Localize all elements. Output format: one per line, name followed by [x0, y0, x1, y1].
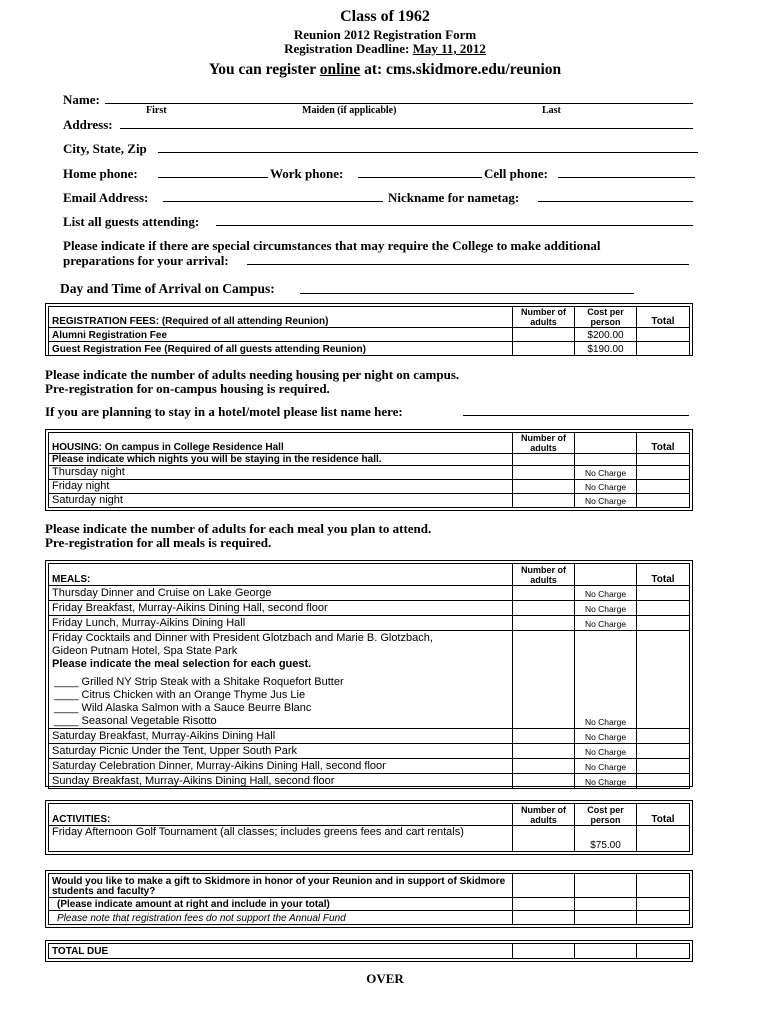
guest-fee-number-cell[interactable]: [513, 342, 575, 356]
thursday-dinner-cost: No Charge: [575, 586, 637, 601]
friday-dinner-cell: [49, 631, 513, 729]
sunday-breakfast-number-cell[interactable]: [513, 774, 575, 789]
registration-header: REGISTRATION FEES: (Required of all attending Reunion): [49, 307, 513, 328]
saturday-picnic-total-cell[interactable]: [637, 744, 690, 759]
register-online-line: [0, 61, 770, 79]
registration-fees-table: [45, 303, 693, 356]
total-due-amount-cell[interactable]: [637, 944, 690, 959]
golf-tournament-total-cell[interactable]: [637, 826, 690, 852]
friday-night-number-cell[interactable]: [513, 480, 575, 494]
address-field[interactable]: [120, 128, 693, 129]
saturday-picnic-cost: No Charge: [575, 744, 637, 759]
registration-total-col: Total: [637, 307, 690, 328]
register-prefix: You can register: [208, 61, 316, 78]
guest-fee-cost: $190.00: [575, 342, 637, 356]
housing-cost-col: [575, 433, 637, 454]
thursday-dinner-total-cell[interactable]: [637, 586, 690, 601]
friday-night-total-cell[interactable]: [637, 480, 690, 494]
arrival-field[interactable]: [300, 293, 634, 294]
gift-note-cost: [575, 911, 637, 925]
housing-note: Please indicate which nights you will be staying in the residence hall.: [49, 454, 513, 466]
gift-instruction-total: [637, 897, 690, 911]
hotel-field[interactable]: [463, 415, 689, 416]
last-sublabel: Last: [542, 105, 561, 116]
registration-deadline: [0, 41, 770, 57]
work-phone-label: Work phone:: [270, 166, 344, 181]
saturday-night-total-cell[interactable]: [637, 494, 690, 508]
dinner-option-salmon[interactable]: ____ Wild Alaska Salmon with a Sauce Beurre Blanc: [54, 702, 312, 714]
friday-dinner-line2: Gideon Putnam Hotel, Spa State Park: [52, 645, 238, 657]
friday-lunch-total-cell[interactable]: [637, 616, 690, 631]
friday-lunch-cost: No Charge: [575, 616, 637, 631]
gift-note-number: [513, 911, 575, 925]
meals-cost-col: [575, 564, 637, 586]
alumni-fee-label: Alumni Registration Fee: [49, 328, 513, 342]
hotel-label: If you are planning to stay in a hotel/motel please list name here:: [45, 404, 403, 419]
gift-cost-cell: [575, 874, 637, 898]
thursday-dinner-label: Thursday Dinner and Cruise on Lake George: [49, 586, 513, 601]
friday-breakfast-total-cell[interactable]: [637, 601, 690, 616]
thursday-night-total-cell[interactable]: [637, 466, 690, 480]
saturday-night-label: Saturday night: [49, 494, 513, 508]
meals-table: [45, 560, 693, 787]
housing-total-col: Total: [637, 433, 690, 454]
thursday-night-label: Thursday night: [49, 466, 513, 480]
housing-note-total: [637, 454, 690, 466]
total-due-label: TOTAL DUE: [49, 944, 513, 959]
saturday-dinner-cost: No Charge: [575, 759, 637, 774]
sunday-breakfast-total-cell[interactable]: [637, 774, 690, 789]
saturday-night-number-cell[interactable]: [513, 494, 575, 508]
total-due-table: [45, 940, 693, 962]
saturday-dinner-label: Saturday Celebration Dinner, Murray-Aikins Dining Hall, second floor: [49, 759, 513, 774]
email-field[interactable]: [163, 201, 383, 202]
special-circumstances-line1: Please indicate if there are special circumstances that may require the College to make additional: [63, 238, 601, 253]
activities-number-col: Number of adults: [513, 804, 575, 826]
golf-tournament-cost: $75.00: [575, 826, 637, 852]
meals-total-col: Total: [637, 564, 690, 586]
activities-header: ACTIVITIES:: [49, 804, 513, 826]
friday-lunch-label: Friday Lunch, Murray-Aikins Dining Hall: [49, 616, 513, 631]
housing-number-col: Number of adults: [513, 433, 575, 454]
arrival-label: Day and Time of Arrival on Campus:: [60, 281, 275, 296]
housing-instruction-line2: Pre-registration for on-campus housing is required.: [45, 381, 330, 396]
saturday-breakfast-cost: No Charge: [575, 729, 637, 744]
city-state-zip-label: City, State, Zip: [63, 141, 147, 156]
city-state-zip-field[interactable]: [158, 152, 698, 153]
nickname-label: Nickname for nametag:: [388, 190, 520, 205]
activities-cost-col: Cost per person: [575, 804, 637, 826]
thursday-dinner-number-cell[interactable]: [513, 586, 575, 601]
meals-instruction-line1: Please indicate the number of adults for each meal you plan to attend.: [45, 521, 432, 536]
thursday-night-number-cell[interactable]: [513, 466, 575, 480]
saturday-picnic-label: Saturday Picnic Under the Tent, Upper South Park: [49, 744, 513, 759]
saturday-dinner-number-cell[interactable]: [513, 759, 575, 774]
register-url[interactable]: at: cms.skidmore.edu/reunion: [364, 61, 562, 78]
housing-instruction-line1: Please indicate the number of adults needing housing per night on campus.: [45, 367, 460, 382]
guest-fee-label: Guest Registration Fee (Required of all guests attending Reunion): [49, 342, 513, 356]
friday-night-cost: No Charge: [575, 480, 637, 494]
deadline-date: May 11, 2012: [412, 41, 486, 56]
gift-instruction-number: [513, 897, 575, 911]
class-title: Class of 1962: [340, 8, 430, 25]
golf-tournament-label: Friday Afternoon Golf Tournament (all classes; includes greens fees and cart rentals): [49, 826, 513, 852]
name-field[interactable]: [105, 103, 693, 104]
meals-instruction-line2: Pre-registration for all meals is required.: [45, 535, 272, 550]
thursday-night-cost: No Charge: [575, 466, 637, 480]
friday-breakfast-label: Friday Breakfast, Murray-Aikins Dining Hall, second floor: [49, 601, 513, 616]
friday-dinner-number-cell[interactable]: [513, 631, 575, 729]
activities-total-col: Total: [637, 804, 690, 826]
address-label: Address:: [63, 117, 113, 132]
alumni-fee-total-cell[interactable]: [637, 328, 690, 342]
alumni-fee-cost: $200.00: [575, 328, 637, 342]
dinner-option-risotto[interactable]: ____ Seasonal Vegetable Risotto: [54, 715, 217, 727]
gift-note: Please note that registration fees do not support the Annual Fund: [49, 911, 513, 925]
saturday-breakfast-number-cell[interactable]: [513, 729, 575, 744]
gift-table: [45, 870, 693, 928]
meals-number-col: Number of adults: [513, 564, 575, 586]
registration-cost-col: Cost per person: [575, 307, 637, 328]
guest-fee-total-cell[interactable]: [637, 342, 690, 356]
housing-table: [45, 429, 693, 511]
dinner-option-chicken[interactable]: ____ Citrus Chicken with an Orange Thyme Jus Lie: [54, 689, 306, 701]
sunday-breakfast-label: Sunday Breakfast, Murray-Aikins Dining Hall, second floor: [49, 774, 513, 789]
saturday-dinner-total-cell[interactable]: [637, 759, 690, 774]
cell-phone-field[interactable]: [558, 177, 695, 178]
gift-instruction: (Please indicate amount at right and include in your total): [49, 897, 513, 911]
friday-lunch-number-cell[interactable]: [513, 616, 575, 631]
friday-dinner-total-cell[interactable]: [637, 631, 690, 729]
home-phone-label: Home phone:: [63, 166, 138, 181]
gift-note-total: [637, 911, 690, 925]
friday-breakfast-number-cell[interactable]: [513, 601, 575, 616]
friday-dinner-cost: No Charge: [575, 631, 637, 729]
home-phone-field[interactable]: [158, 177, 268, 178]
guests-field[interactable]: [216, 225, 693, 226]
friday-breakfast-cost: No Charge: [575, 601, 637, 616]
deadline-label: Registration Deadline:: [284, 41, 410, 56]
first-sublabel: First: [146, 105, 167, 116]
gift-total-cell[interactable]: [637, 874, 690, 898]
saturday-breakfast-total-cell[interactable]: [637, 729, 690, 744]
total-due-number-cell: [513, 944, 575, 959]
registration-number-col: Number of adults: [513, 307, 575, 328]
friday-night-label: Friday night: [49, 480, 513, 494]
saturday-breakfast-label: Saturday Breakfast, Murray-Aikins Dining Hall: [49, 729, 513, 744]
gift-question: Would you like to make a gift to Skidmore in honor of your Reunion and in support of Skidmore students and faculty?: [49, 874, 513, 898]
housing-note-number: [513, 454, 575, 466]
alumni-fee-number-cell[interactable]: [513, 328, 575, 342]
special-circumstances-field[interactable]: [247, 264, 689, 265]
total-due-cost-cell: [575, 944, 637, 959]
nickname-field[interactable]: [538, 201, 693, 202]
gift-instruction-cost: [575, 897, 637, 911]
dinner-option-steak[interactable]: ____ Grilled NY Strip Steak with a Shitake Roquefort Butter: [54, 676, 344, 688]
cell-phone-label: Cell phone:: [484, 166, 548, 181]
register-online-word: online: [319, 61, 361, 78]
activities-table: [45, 800, 693, 855]
over-footer: OVER: [366, 971, 404, 986]
saturday-picnic-number-cell[interactable]: [513, 744, 575, 759]
work-phone-field[interactable]: [358, 177, 482, 178]
friday-dinner-instruction: Please indicate the meal selection for each guest.: [52, 658, 312, 670]
maiden-sublabel: Maiden (if applicable): [302, 105, 397, 116]
gift-number-cell: [513, 874, 575, 898]
name-label: Name:: [63, 92, 100, 107]
golf-tournament-number-cell[interactable]: [513, 826, 575, 852]
form-title: Reunion 2012 Registration Form: [293, 27, 477, 42]
meals-header: MEALS:: [49, 564, 513, 586]
housing-header: HOUSING: On campus in College Residence Hall: [49, 433, 513, 454]
sunday-breakfast-cost: No Charge: [575, 774, 637, 789]
housing-note-cost: [575, 454, 637, 466]
friday-dinner-line1: Friday Cocktails and Dinner with President Glotzbach and Marie B. Glotzbach,: [52, 632, 433, 644]
email-label: Email Address:: [63, 190, 149, 205]
saturday-night-cost: No Charge: [575, 494, 637, 508]
guests-label: List all guests attending:: [63, 214, 200, 229]
special-circumstances-line2: preparations for your arrival:: [63, 253, 229, 268]
